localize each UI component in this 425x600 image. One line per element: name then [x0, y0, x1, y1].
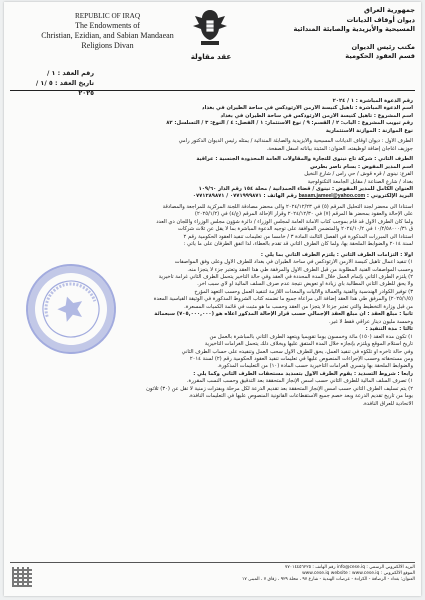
contract-line: ١) تصرف السلف المالية للطرف الثاني حسب أسس الإنجاز المتحققة بعد التدقيق وحسب النسب المقررة. [186, 378, 413, 385]
arabic-letterhead [265, 6, 415, 62]
contract-page [4, 2, 421, 596]
contract-line: رقم الدعوة المباشرة : ١ / ٢٠٢٤ [332, 98, 413, 104]
qr-code-icon [12, 567, 32, 587]
contract-line: ١) تكون مدة العقد (١٥٠) مائة وخمسون يوماً تقويمياً ويتعهد الطرف الثاني بالمباشرة بالعمل من [209, 333, 413, 340]
english-letterhead [40, 12, 175, 51]
contract-body [12, 98, 413, 408]
letterhead-en-republic: REPUBLIC OF IRAQ [74, 12, 141, 20]
contract-number: رقم العقد : ١ / [46, 69, 94, 77]
contract-type-label: عقد مقاولة [190, 52, 232, 61]
contract-line: تاريخ استلام الموقع ويلتزم بإنجازه خلال المدة المتفق عليها وبخلاف ذلك يتحمل الغرامات التأخيرية [204, 341, 413, 348]
contract-line: على الإحالة والعقود بمحضر ها المرقم (٧) في ٢٠٢٤/١٢/٣٠ وقرار الإحالة المرقم (ع/٤) في (٢٠٢٥/١/٢) [194, 211, 413, 218]
letterhead-line-religions: المسيحية والأيزيدية والصابئة المندائية [293, 25, 415, 34]
contract-line: لسنة ٢٠١٤ والضوابط الملحقة بها، ولما كان الطرف الثاني قد تقدم بالعطاء، لذا اتفق الطرفان على ما يأتي : [183, 241, 413, 248]
contract-line: رقم تبويب المشروع : الباب: ٢ / القسم: ٩ / نوع الاستثمار: ١ / الفصل: ٤ / النوع: ٣ / التسلسل: ٨٢ [166, 120, 413, 127]
contract-line: والضوابط الملحقة بها وتسري الغرامات التأخيرية حسب المادة (١٠) من التعليمات المذكورة. [217, 363, 413, 370]
header-divider [10, 90, 415, 91]
contract-line: الفرع: نينوى / قره قوش / حي راس / شارع النخيل [304, 171, 413, 178]
contract-line: اسم المدير المفوض : بسام ناصر بطرس [310, 163, 413, 170]
contract-line: الطرف الثاني : شركة تاج نينوى للتجارة والمقاولات العامة المحدودة الجنسية : عراقية [196, 156, 413, 163]
contract-line: اسم المشروع : تأهيل كنيسة الأرمن الأرثوذكس في ساحة الطيران في بغداد [220, 112, 413, 119]
contract-line: من قبل وزارة التخطيط والتي تعتبر جزءاً لا يتجزأ من العقد وحسب ما هو مثبت في قائمة الكميات المسعرة. [184, 303, 413, 310]
contract-line: ٣) توفير الكوادر الهندسية والفنية والعمالة والآليات والمعدات اللازمة لتنفيذ العمل وحسب التعهد المؤرخ [194, 288, 413, 295]
contract-line: ثالثاً : مدة التنفيذ : [365, 326, 413, 333]
contract-line: وحسب المواصفات الفنية المطلوبة من قبل الطرف الأول والمرفقة طي هذا العقد وتعتبر جزء لا يتجزأ منه. [187, 266, 413, 273]
contract-line: ق ١٠/٢/٥٨٠٠٠/٣١ في ٢٠٢٤/١٠/٢ والمتضمن الموافقة على توجيه الدعوة المباشرة بما لا يقل عن ثلاث شركات [178, 226, 413, 233]
contract-line: رابعاً : شروط التسديد : يقوم الطرف الأول بتسديد مستحقات الطرف الثاني وكما يلي : [193, 370, 413, 377]
footer-line-address: العنوان: بغداد - الرصافة - الكرادة - عرصات الهندية - شارع ٩٧ ، محلة ٩٢٩ ، زقاق ٧ ، المبنى ١٧ [242, 577, 415, 582]
letterhead-en-divan: Religions Divan [81, 41, 134, 50]
email-link[interactable]: basam.jameel@yahoo.com [298, 193, 366, 200]
contract-reference [34, 68, 94, 98]
contract-line: وفي حالة تأخره او تلكؤه في تنفيذ العمل، يحق للطرف الأول سحب العمل وتنفيذه على حساب الطرف الثاني [181, 348, 413, 355]
contract-line: وخمسة مليون دينار عراقي فقط لا غير. [329, 318, 413, 325]
letterhead-line-office: مكتب رئيس الديوان [351, 42, 415, 51]
contract-line: ٢) يتم تسليف الطرف الثاني حسب أسس الإنجاز المتحققة بعد تقديم الذرعة لكل مرحلة وبفترات زمنية لا تقل عن (٣٠) ثلاثون [146, 385, 413, 392]
contract-line-text: البريد الإلكتروني : [365, 193, 413, 200]
contract-line: استناداً الى محضر لجنة التحليل المرقم (٥) في ٢٠٢٤/١٢/٢٣ والى محضر مصادقة اللجنة المركزية للمراجعة والمصادقة [162, 203, 413, 210]
footer-line-website: الموقع الالكتروني : www.cese.iq website : www.cese.iq [302, 571, 415, 576]
contract-line: ومن مستحقاته وحسب الإجراءات المنصوص عليها في تعليمات تنفيذ العقود الحكومية رقم (٢) لسنة ٢٠١٤ [189, 355, 413, 362]
contract-line: جوزيف آغاجان إضافة لوظيفته، العنوان: المثبتة بياناته أسفل الصفحة. [266, 145, 413, 152]
contract-line: اسم الدعوة المباشرة : تأهيل كنيسة الأرمن الأرثوذكس في ساحة الطيران في بغداد [201, 105, 413, 112]
contract-line: نوع الموازنة : الموازنة الاستثمارية [325, 127, 413, 134]
contract-line: بغداد / شارع الصناعة / مقابل الجامعة التكنولوجية [307, 178, 413, 185]
contract-line: الطرف الأول : ديوان أوقاف الديانات المسيحية والأيزيدية والصابئة المندائية / يمثله رئيس الديوان الدكتور رامي [178, 138, 413, 145]
contract-date: تاريخ العقد : ٥ /١ / ٢٠٢٥ [35, 79, 94, 97]
letterhead-en-religions: Christian, Ezidian, and Sabian Mandaean [41, 31, 174, 40]
contract-line: البريد الإلكتروني : basam.jameel@yahoo.com رقم الهاتف : ٠٧٧١٩٩٩٨٧١ / ٠٧٧١٢٨٩٨٧١ [192, 193, 413, 200]
contract-line: أولاً : التزامات الطرف الثاني : يلتزم الطرف الثاني بما يلي : [260, 251, 413, 258]
page-footer [10, 562, 415, 583]
contract-line: العنوان الكامل للمدير المفوض : نينوى / قضاء الحمدانية / محلة ١٥٤ رقم الدار ١٠٩/٦٠ [198, 185, 413, 192]
contract-line: (٢٠٢٥/١/٥) والمرفق طي هذا العقد إضافة الى مراعاة جميع ما تضمنه كتاب الشروط المذكورة في الوثيقة القياسية المعدة [153, 296, 413, 303]
contract-line: ثانياً : مبلغ العقد : ان مبلغ العقد الإجمالي حسب قرار الإحالة المذكور اعلاه هو (٧٠٥,٠٠٠,٠٠٠) سبعمائة [154, 311, 413, 318]
contract-line: ولا يحق للطرف الثاني المطالبة بأي زيادة أو تعويض نتيجة عدم صرف السلف المالية أو لأي سبب آخر. [197, 281, 413, 288]
letterhead-line-divan: ديوان أوقاف الديانات [346, 15, 415, 24]
iraq-emblem-icon [187, 4, 233, 48]
contract-line: ٢) يلتزم الطرف الثاني بإتمام العمل خلال المدة المحددة في العقد وفي حالة التأخير يتحمل الطرف الثاني غرامة تأخيرية [158, 273, 413, 280]
letterhead-en-endowments: The Endowments of [75, 21, 140, 30]
contract-line: ١) تنفيذ أعمال تأهيل كنيسة الأرمن الأرثوذكس في ساحة الطيران في بغداد للطرف الأول وعلى وفق المواصفات [174, 259, 413, 266]
footer-line-contact: البريد الالكتروني الرسمي : info@cese.iq رقم الهاتف : ٧٧٠١٤٤٥٦٢٢٥ [285, 565, 415, 570]
letterhead-line-department: قسم العقود الحكومية [345, 52, 415, 61]
contract-line: يوماً من تاريخ تقديم الذرعة وبعد خصم جميع الاستقطاعات القانونية المنصوص عليها في التعليمات النافذة. [188, 393, 413, 400]
contract-line: الاتحادية للعراق النافذة. [362, 400, 413, 407]
letterhead-line-republic: جمهورية العراق [364, 6, 415, 14]
contract-line: ولما كان الطرف الأول قد قام بموجب كتاب الأمانة العامة لمجلس الوزراء / دائرة شؤون مجلس الوزراء واللجان ذي العدد [156, 218, 413, 225]
contract-line: استناداً الى المبررات المذكورة في الفصل الثالث المادة ٣ / خامساً من تعليمات تنفيذ العقود الحكومية رقم ٢ [183, 233, 413, 240]
